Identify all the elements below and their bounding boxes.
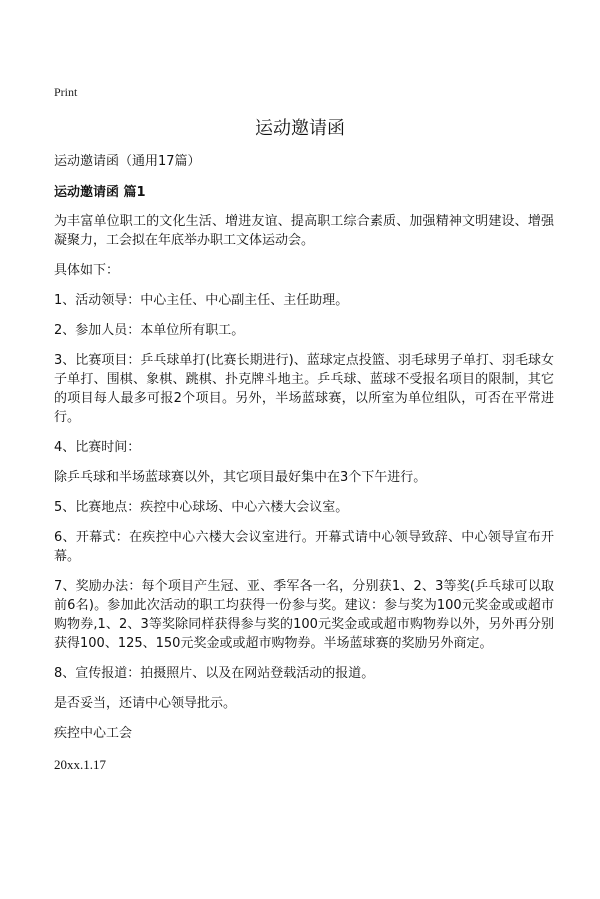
document-subtitle: 运动邀请函（通用17篇）	[54, 154, 201, 169]
signoff-name: 疾控中心工会	[54, 726, 133, 741]
paragraph-request: 是否妥当，还请中心领导批示。	[54, 696, 237, 711]
paragraph-details-label: 具体如下：	[54, 263, 120, 278]
paragraph-time: 除乒乓球和半场蓝球赛以外，其它项目最好集中在3个下午进行。	[54, 470, 427, 485]
paragraph-participants: 2、参加人员：本单位所有职工。	[54, 323, 245, 338]
paragraph-events: 3、比赛项目：乒乓球单打(比赛长期进行)、蓝球定点投篮、羽毛球男子单打、羽毛球女子单打、围棋、象棋、跳棋、扑克牌斗地主。乒乓球、蓝球不受报名项目的限制，其它的项目每人最多可报2个项目。另外，半场蓝球赛，以所室为单位组队，可否在平常进行。	[54, 353, 554, 425]
paragraph-location: 5、比赛地点：疾控中心球场、中心六楼大会议室。	[54, 500, 349, 515]
section-heading: 运动邀请函 篇1	[54, 185, 146, 200]
paragraph-publicity: 8、宣传报道：拍摄照片、以及在网站登载活动的报道。	[54, 666, 375, 681]
print-label: Print	[54, 85, 78, 99]
signoff-date: 20xx.1.17	[54, 757, 106, 772]
paragraph-time-label: 4、比赛时间：	[54, 440, 141, 455]
document-title: 运动邀请函	[255, 118, 345, 139]
paragraph-awards: 7、奖励办法：每个项目产生冠、亚、季军各一名，分别获1、2、3等奖(乒乓球可以取前6名)。参加此次活动的职工均获得一份参与奖。建议：参与奖为100元奖金或或超市购物券,1、2、3等奖除同样获得参与奖的100元奖金或或超市购物券以外，另外再分别获得100、125、150元奖金或或超市购物券。半场蓝球赛的奖励另外商定。	[54, 579, 554, 651]
paragraph-leadership: 1、活动领导：中心主任、中心副主任、主任助理。	[54, 293, 349, 308]
paragraph-intro: 为丰富单位职工的文化生活、增进友谊、提高职工综合素质、加强精神文明建设、增强凝聚力，工会拟在年底举办职工文体运动会。	[54, 214, 554, 248]
paragraph-opening: 6、开幕式：在疾控中心六楼大会议室进行。开幕式请中心领导致辞、中心领导宣布开幕。	[54, 530, 554, 564]
document-body	[54, 152, 554, 774]
